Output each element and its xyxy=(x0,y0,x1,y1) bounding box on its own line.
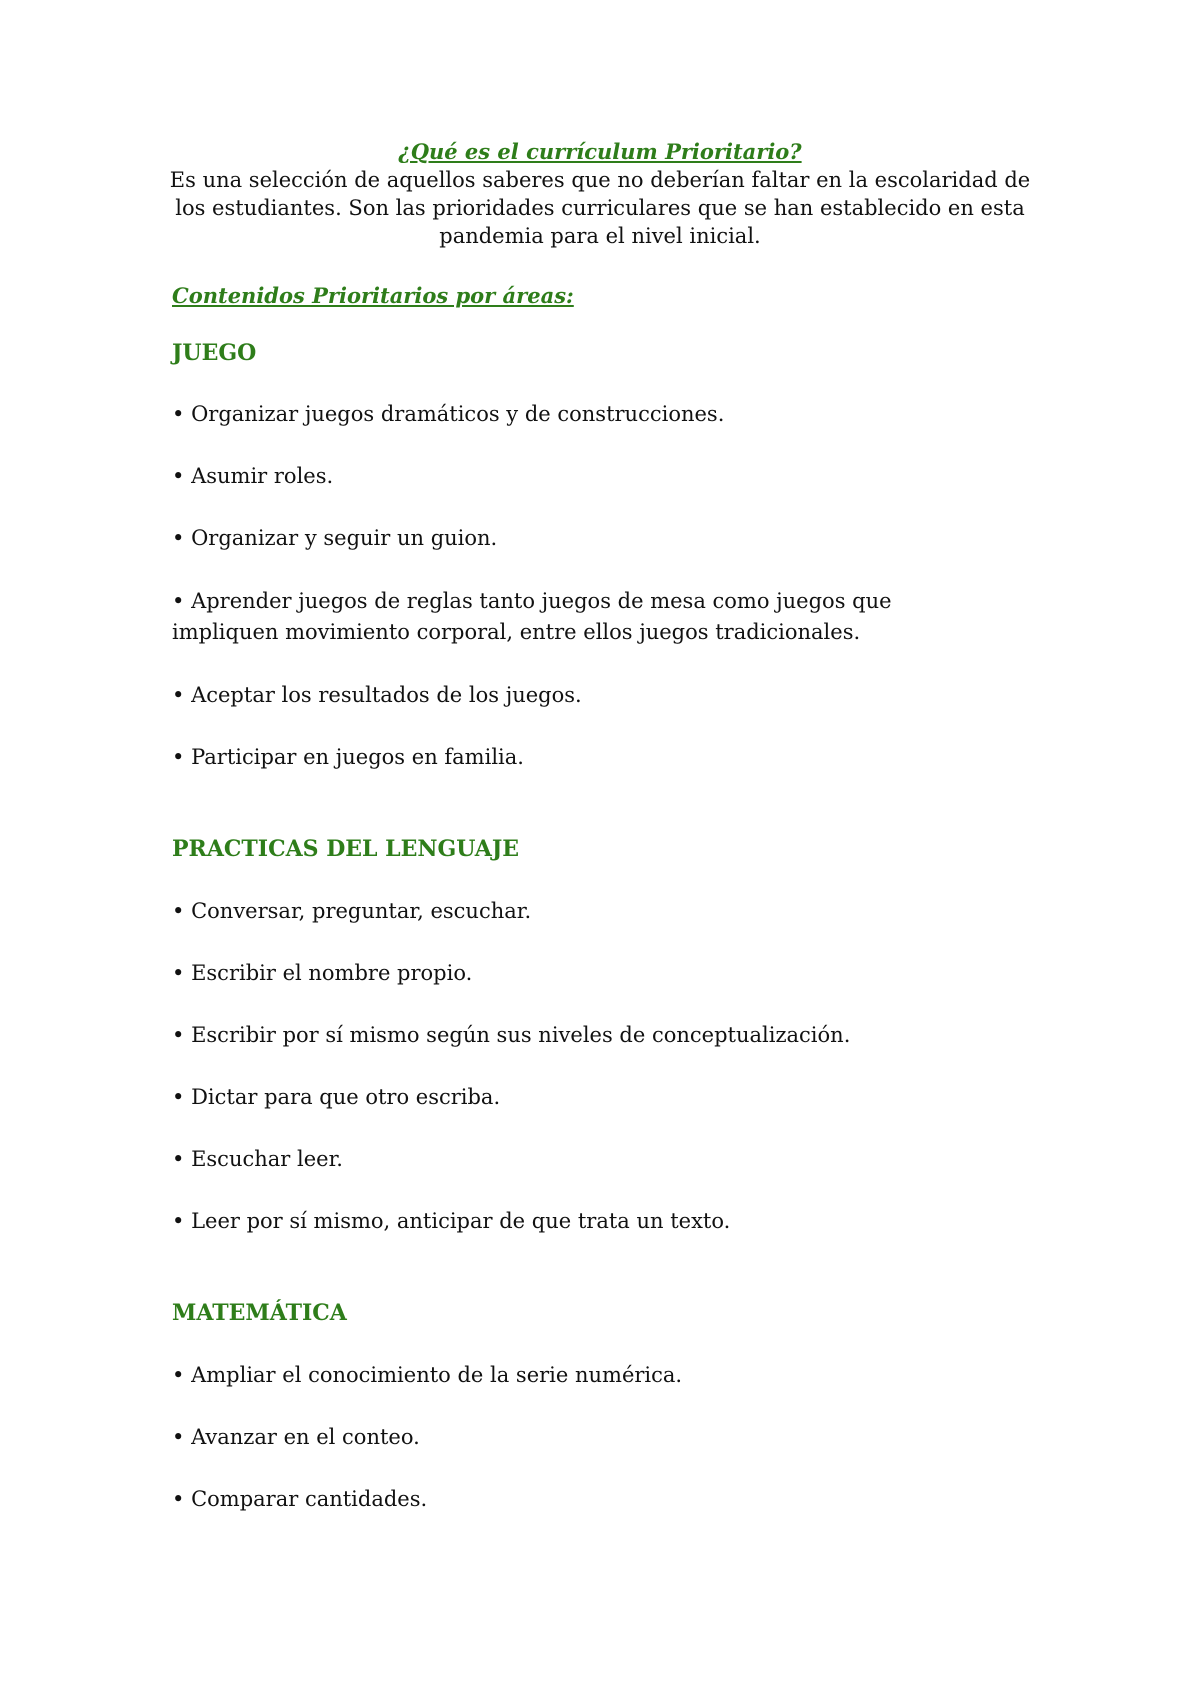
list-item-text: Avanzar en el conteo. xyxy=(191,1425,420,1449)
list-item-text: Escuchar leer. xyxy=(191,1147,343,1171)
bullet-icon: • xyxy=(172,1363,185,1387)
list-item xyxy=(172,1484,952,1515)
list-item xyxy=(172,1144,952,1175)
intro-text: Es una selección de aquellos saberes que no deberían faltar en la escolaridad de los estudiantes. Son las prioridades curriculares que se han establecido en esta pandemia para el nivel inicial. xyxy=(169,168,1031,248)
bullet-icon: • xyxy=(172,961,185,985)
intro-title: ¿Qué es el currículum Prioritario? xyxy=(398,139,802,164)
list-item-text: Escribir por sí mismo según sus niveles de conceptualización. xyxy=(191,1023,851,1047)
list-item xyxy=(172,399,952,430)
bullet-icon: • xyxy=(172,1085,185,1109)
list-item xyxy=(172,958,952,989)
list-item xyxy=(172,586,952,648)
list-item xyxy=(172,1360,952,1391)
list-item-text: Aprender juegos de reglas tanto juegos de mesa como juegos que impliquen movimiento corporal, entre ellos juegos tradicionales. xyxy=(172,589,892,644)
list-item xyxy=(172,523,952,554)
bullet-icon: • xyxy=(172,1209,185,1233)
section-heading-practicas-del-lenguaje: PRACTICAS DEL LENGUAJE xyxy=(172,836,520,862)
list-item xyxy=(172,680,952,711)
list-item xyxy=(172,896,952,927)
bullet-icon: • xyxy=(172,464,185,488)
section-heading-matematica: MATEMÁTICA xyxy=(172,1300,347,1326)
section-heading-juego: JUEGO xyxy=(172,340,257,366)
list-item-text: Conversar, preguntar, escuchar. xyxy=(191,899,532,923)
bullet-icon: • xyxy=(172,899,185,923)
bullet-icon: • xyxy=(172,402,185,426)
list-item-text: Ampliar el conocimiento de la serie numérica. xyxy=(191,1363,683,1387)
bullet-icon: • xyxy=(172,589,185,613)
list-item-text: Aceptar los resultados de los juegos. xyxy=(191,683,582,707)
list-item xyxy=(172,1020,952,1051)
bullet-icon: • xyxy=(172,745,185,769)
list-item-text: Organizar juegos dramáticos y de construcciones. xyxy=(191,402,725,426)
bullet-icon: • xyxy=(172,683,185,707)
list-item-text: Leer por sí mismo, anticipar de que trata un texto. xyxy=(191,1209,731,1233)
list-item-text: Participar en juegos en familia. xyxy=(191,745,524,769)
list-item xyxy=(172,461,952,492)
list-item xyxy=(172,1082,952,1113)
list-item xyxy=(172,1206,952,1237)
bullet-icon: • xyxy=(172,1425,185,1449)
list-item-text: Asumir roles. xyxy=(191,464,334,488)
list-item-text: Organizar y seguir un guion. xyxy=(191,526,498,550)
intro-block xyxy=(160,138,1040,250)
bullet-icon: • xyxy=(172,1147,185,1171)
list-item-text: Comparar cantidades. xyxy=(191,1487,428,1511)
list-item-text: Dictar para que otro escriba. xyxy=(191,1085,501,1109)
list-item xyxy=(172,742,952,773)
bullet-icon: • xyxy=(172,1023,185,1047)
list-item xyxy=(172,1422,952,1453)
list-item-text: Escribir el nombre propio. xyxy=(191,961,473,985)
areas-subtitle: Contenidos Prioritarios por áreas: xyxy=(172,283,574,308)
bullet-icon: • xyxy=(172,1487,185,1511)
bullet-icon: • xyxy=(172,526,185,550)
